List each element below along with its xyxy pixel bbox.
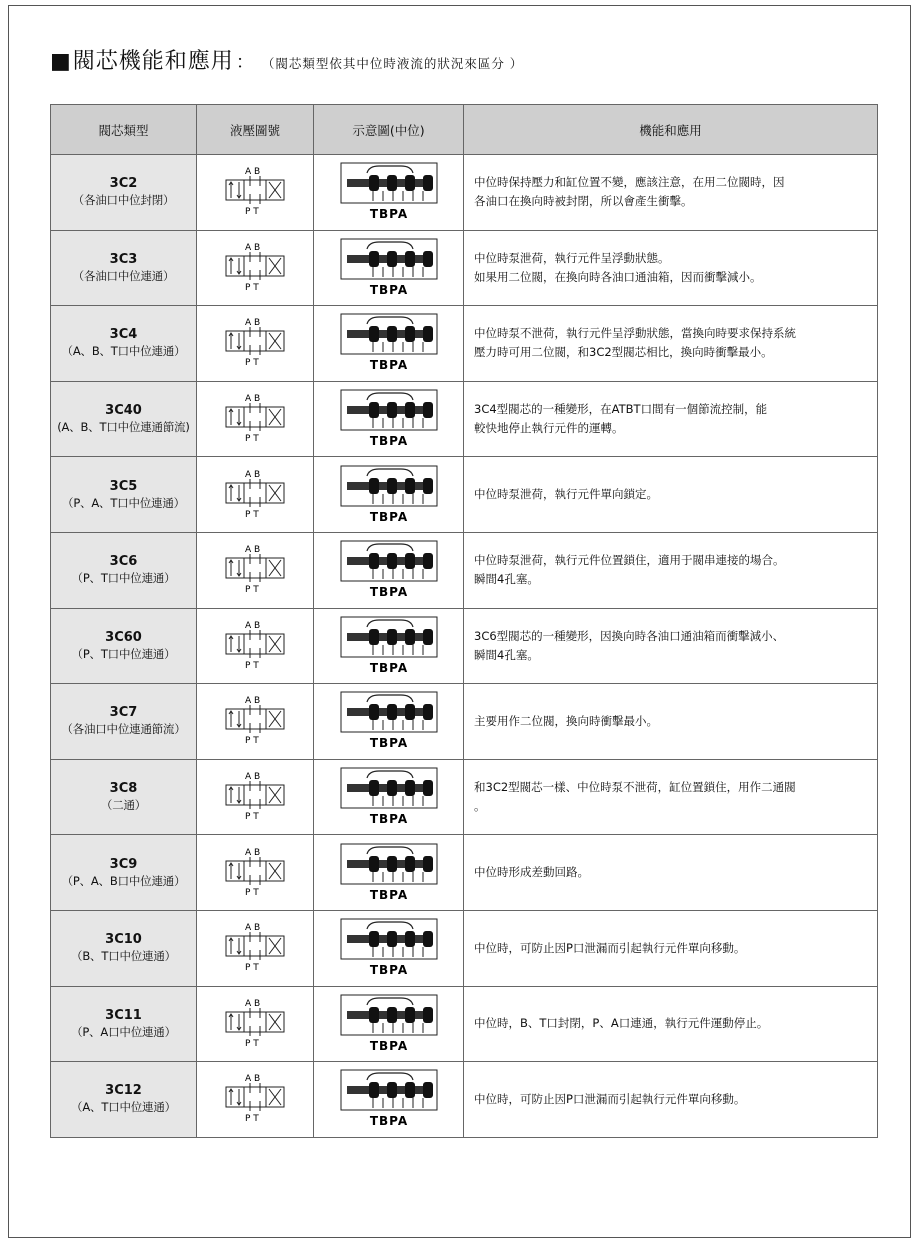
function-text-line: 主要用作二位閥，換向時衝擊最小。 bbox=[474, 713, 658, 728]
valve-symbol-icon bbox=[220, 1071, 290, 1127]
schematic-port-label: TBPA bbox=[369, 660, 408, 675]
spool-type-cell bbox=[51, 306, 197, 382]
spool-schematic-icon bbox=[339, 615, 439, 677]
spool-description: （P、A、B口中位連通） bbox=[61, 873, 186, 888]
valve-symbol-icon bbox=[220, 996, 290, 1052]
valve-symbol-icon bbox=[220, 391, 290, 447]
table-row bbox=[51, 759, 878, 835]
table-row bbox=[51, 835, 878, 911]
port-label-ab: A B bbox=[245, 847, 261, 858]
schematic-port-label: TBPA bbox=[369, 736, 408, 751]
table-row bbox=[51, 608, 878, 684]
spool-code: 3C7 bbox=[109, 705, 138, 721]
port-label-ab: A B bbox=[245, 318, 261, 329]
spool-schematic-icon bbox=[339, 993, 439, 1055]
schematic-cell bbox=[314, 835, 464, 911]
function-text-line: 中位時，可防止因P口泄漏而引起執行元件單向移動。 bbox=[474, 940, 746, 955]
port-label-pt: P T bbox=[245, 207, 259, 218]
schematic-port-label: TBPA bbox=[369, 1038, 408, 1053]
spool-schematic-icon bbox=[339, 917, 439, 979]
schematic-port-label: TBPA bbox=[369, 963, 408, 978]
hydraulic-symbol-cell bbox=[197, 532, 314, 608]
function-text-line: 瞬間4孔塞。 bbox=[474, 647, 539, 662]
spool-schematic-icon bbox=[339, 539, 439, 601]
valve-symbol-icon bbox=[220, 164, 290, 220]
schematic-cell bbox=[314, 608, 464, 684]
spool-code: 3C3 bbox=[109, 251, 138, 267]
table-row bbox=[51, 532, 878, 608]
spool-description: （二通） bbox=[100, 798, 147, 813]
spool-description: （各油口中位封閉） bbox=[72, 193, 175, 208]
function-text-line: 。 bbox=[474, 799, 486, 814]
schematic-cell bbox=[314, 306, 464, 382]
spool-type-cell bbox=[51, 608, 197, 684]
function-text-line: 各油口在換向時被封閉，所以會產生衝擊。 bbox=[474, 194, 693, 209]
schematic-cell bbox=[314, 457, 464, 533]
spool-description: （P、T口中位連通） bbox=[71, 646, 176, 661]
header-spool-type: 閥芯類型 bbox=[51, 105, 197, 155]
schematic-cell bbox=[314, 1062, 464, 1138]
schematic-cell bbox=[314, 230, 464, 306]
spool-schematic-icon bbox=[339, 312, 439, 374]
port-label-pt: P T bbox=[245, 812, 259, 823]
function-text-line: 瞬間4孔塞。 bbox=[474, 572, 539, 587]
function-text-line: 中位時，可防止因P口泄漏而引起執行元件單向移動。 bbox=[474, 1091, 746, 1106]
spool-type-cell bbox=[51, 457, 197, 533]
port-label-ab: A B bbox=[245, 696, 261, 707]
function-text-line: 中位時泵泄荷，執行元件呈浮動狀態。 bbox=[474, 250, 670, 265]
spool-type-cell bbox=[51, 1062, 197, 1138]
spool-description: （A、B、T口中位連通） bbox=[61, 344, 186, 359]
valve-symbol-icon bbox=[220, 542, 290, 598]
valve-symbol-icon bbox=[220, 845, 290, 901]
function-cell bbox=[464, 381, 878, 457]
header-function: 機能和應用 bbox=[464, 105, 878, 155]
spool-schematic-icon bbox=[339, 388, 439, 450]
schematic-port-label: TBPA bbox=[369, 585, 408, 600]
table-header-row bbox=[51, 105, 878, 155]
schematic-cell bbox=[314, 684, 464, 760]
spool-code: 3C12 bbox=[105, 1083, 142, 1099]
function-cell bbox=[464, 306, 878, 382]
table-row bbox=[51, 910, 878, 986]
port-label-pt: P T bbox=[245, 585, 259, 596]
port-label-ab: A B bbox=[245, 394, 261, 405]
schematic-port-label: TBPA bbox=[369, 282, 408, 297]
table-row bbox=[51, 230, 878, 306]
hydraulic-symbol-cell bbox=[197, 155, 314, 231]
function-cell bbox=[464, 1062, 878, 1138]
spool-type-cell bbox=[51, 910, 197, 986]
spool-code: 3C11 bbox=[105, 1007, 142, 1023]
port-label-pt: P T bbox=[245, 887, 259, 898]
hydraulic-symbol-cell bbox=[197, 759, 314, 835]
valve-symbol-icon bbox=[220, 240, 290, 296]
schematic-port-label: TBPA bbox=[369, 887, 408, 902]
spool-description: (A、B、T口中位連通節流) bbox=[57, 420, 190, 435]
schematic-port-label: TBPA bbox=[369, 812, 408, 827]
spool-type-cell bbox=[51, 684, 197, 760]
spool-code: 3C9 bbox=[109, 856, 138, 872]
port-label-pt: P T bbox=[245, 434, 259, 445]
spool-description: （P、A、T口中位連通） bbox=[62, 495, 185, 510]
function-text-line: 如果用二位閥，在換向時各油口通油箱，因而衝擊減小。 bbox=[474, 269, 762, 284]
spool-type-cell bbox=[51, 986, 197, 1062]
port-label-ab: A B bbox=[245, 545, 261, 556]
table-row bbox=[51, 381, 878, 457]
spool-type-cell bbox=[51, 835, 197, 911]
schematic-port-label: TBPA bbox=[369, 207, 408, 222]
port-label-pt: P T bbox=[245, 1114, 259, 1125]
spool-function-table-wrap bbox=[50, 104, 877, 1138]
schematic-port-label: TBPA bbox=[369, 434, 408, 449]
function-cell bbox=[464, 230, 878, 306]
function-text-line: 中位時保持壓力和缸位置不變，應該注意，在用二位閥時，因 bbox=[474, 175, 785, 190]
table-row bbox=[51, 306, 878, 382]
valve-symbol-icon bbox=[220, 618, 290, 674]
port-label-ab: A B bbox=[245, 167, 261, 178]
spool-code: 3C2 bbox=[109, 176, 138, 192]
spool-type-cell bbox=[51, 230, 197, 306]
hydraulic-symbol-cell bbox=[197, 684, 314, 760]
spool-type-cell bbox=[51, 381, 197, 457]
spool-code: 3C8 bbox=[109, 781, 138, 797]
port-label-ab: A B bbox=[245, 620, 261, 631]
hydraulic-symbol-cell bbox=[197, 986, 314, 1062]
schematic-cell bbox=[314, 910, 464, 986]
schematic-cell bbox=[314, 759, 464, 835]
spool-code: 3C10 bbox=[105, 932, 142, 948]
function-text-line: 壓力時可用二位閥，和3C2型閥芯相比，換向時衝擊最小。 bbox=[474, 345, 773, 360]
spool-description: （P、A口中位連通） bbox=[71, 1024, 176, 1039]
schematic-cell bbox=[314, 532, 464, 608]
spool-code: 3C40 bbox=[105, 403, 142, 419]
valve-symbol-icon bbox=[220, 693, 290, 749]
function-text-line: 中位時，B、T口封閉，P、A口連通，執行元件運動停止。 bbox=[474, 1016, 769, 1031]
valve-symbol-icon bbox=[220, 769, 290, 825]
function-text-line: 中位時泵泄荷，執行元件位置鎖住，適用于閥串連接的場合。 bbox=[474, 553, 785, 568]
function-cell bbox=[464, 986, 878, 1062]
spool-code: 3C5 bbox=[109, 478, 138, 494]
valve-symbol-icon bbox=[220, 315, 290, 371]
port-label-ab: A B bbox=[245, 772, 261, 783]
header-hydraulic-symbol: 液壓圖號 bbox=[197, 105, 314, 155]
port-label-ab: A B bbox=[245, 1074, 261, 1085]
function-text-line: 3C4型閥芯的一種變形，在ATBT口間有一個節流控制，能 bbox=[474, 402, 768, 417]
schematic-port-label: TBPA bbox=[369, 358, 408, 373]
spool-description: （各油口中位連通節流） bbox=[61, 722, 186, 737]
port-label-pt: P T bbox=[245, 660, 259, 671]
spool-type-cell bbox=[51, 532, 197, 608]
function-text-line: 中位時泵泄荷，執行元件單向鎖定。 bbox=[474, 487, 658, 502]
port-label-pt: P T bbox=[245, 358, 259, 369]
heading-square-bullet: ■ bbox=[50, 49, 71, 74]
hydraulic-symbol-cell bbox=[197, 457, 314, 533]
schematic-cell bbox=[314, 986, 464, 1062]
port-label-pt: P T bbox=[245, 509, 259, 520]
table-row bbox=[51, 155, 878, 231]
spool-schematic-icon bbox=[339, 1068, 439, 1130]
table-row bbox=[51, 1062, 878, 1138]
valve-symbol-icon bbox=[220, 920, 290, 976]
port-label-pt: P T bbox=[245, 1038, 259, 1049]
function-cell bbox=[464, 910, 878, 986]
spool-description: （A、T口中位連通） bbox=[71, 1100, 176, 1115]
function-text-line: 中位時泵不泄荷，執行元件呈浮動狀態，當換向時要求保持系統 bbox=[474, 326, 796, 341]
port-label-ab: A B bbox=[245, 923, 261, 934]
function-cell bbox=[464, 835, 878, 911]
spool-type-cell bbox=[51, 155, 197, 231]
heading-colon: ： bbox=[235, 52, 254, 73]
header-schematic: 示意圖(中位) bbox=[314, 105, 464, 155]
spool-function-table bbox=[50, 104, 878, 1138]
function-cell bbox=[464, 759, 878, 835]
spool-type-cell bbox=[51, 759, 197, 835]
hydraulic-symbol-cell bbox=[197, 381, 314, 457]
schematic-cell bbox=[314, 155, 464, 231]
table-row bbox=[51, 986, 878, 1062]
port-label-pt: P T bbox=[245, 282, 259, 293]
hydraulic-symbol-cell bbox=[197, 1062, 314, 1138]
function-cell bbox=[464, 608, 878, 684]
table-row bbox=[51, 684, 878, 760]
hydraulic-symbol-cell bbox=[197, 306, 314, 382]
spool-schematic-icon bbox=[339, 161, 439, 223]
spool-schematic-icon bbox=[339, 464, 439, 526]
function-text-line: 中位時形成差動回路。 bbox=[474, 865, 589, 880]
function-cell bbox=[464, 155, 878, 231]
spool-schematic-icon bbox=[339, 766, 439, 828]
function-cell bbox=[464, 457, 878, 533]
spool-code: 3C6 bbox=[109, 554, 138, 570]
spool-code: 3C4 bbox=[109, 327, 138, 343]
function-text-line: 3C6型閥芯的一種變形，因換向時各油口通油箱而衝擊減小、 bbox=[474, 628, 785, 643]
function-text-line: 較快地停止執行元件的運轉。 bbox=[474, 421, 624, 436]
spool-description: （P、T口中位連通） bbox=[71, 571, 176, 586]
spool-schematic-icon bbox=[339, 237, 439, 299]
port-label-pt: P T bbox=[245, 736, 259, 747]
schematic-port-label: TBPA bbox=[369, 1114, 408, 1129]
function-cell bbox=[464, 532, 878, 608]
spool-schematic-icon bbox=[339, 690, 439, 752]
spool-code: 3C60 bbox=[105, 629, 142, 645]
port-label-ab: A B bbox=[245, 998, 261, 1009]
hydraulic-symbol-cell bbox=[197, 835, 314, 911]
spool-description: （B、T口中位連通） bbox=[71, 949, 176, 964]
hydraulic-symbol-cell bbox=[197, 230, 314, 306]
port-label-pt: P T bbox=[245, 963, 259, 974]
hydraulic-symbol-cell bbox=[197, 608, 314, 684]
hydraulic-symbol-cell bbox=[197, 910, 314, 986]
page-subtitle: （閥芯類型依其中位時液流的狀況來區分 ） bbox=[261, 56, 524, 71]
table-row bbox=[51, 457, 878, 533]
schematic-port-label: TBPA bbox=[369, 509, 408, 524]
schematic-cell bbox=[314, 381, 464, 457]
page-title: 閥芯機能和應用 bbox=[72, 49, 234, 74]
spool-description: （各油口中位連通） bbox=[72, 268, 175, 283]
port-label-ab: A B bbox=[245, 242, 261, 253]
function-text-line: 和3C2型閥芯一樣、中位時泵不泄荷，缸位置鎖住，用作二通閥 bbox=[474, 780, 796, 795]
page-heading bbox=[50, 44, 523, 80]
spool-schematic-icon bbox=[339, 842, 439, 904]
function-cell bbox=[464, 684, 878, 760]
port-label-ab: A B bbox=[245, 469, 261, 480]
valve-symbol-icon bbox=[220, 467, 290, 523]
